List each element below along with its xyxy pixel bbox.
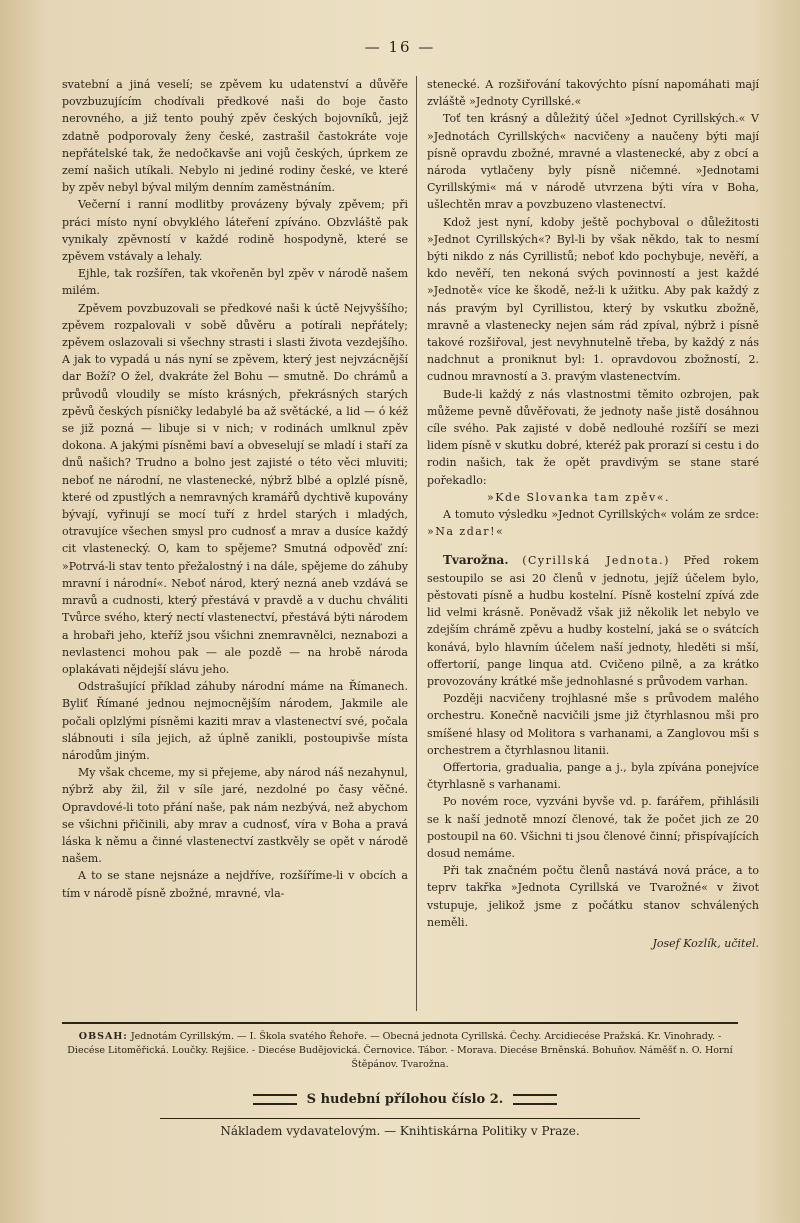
right-column <box>427 76 759 952</box>
report-paragraph: Později nacvičeny trojhlasné mše s průvodem malého orchestru. Konečně nacvičili jsme již čtyrhlasnou mši pro smíšené hlasy od Molitora s varhanami, a Zanglovou mši s orchestrem a čtyrhlasnou litanii. <box>427 692 759 757</box>
report-text: Před rokem sestoupilo se asi 20 členů v jednotu, jejíž účelem bylo, pěstovati písně a hudbu kostelní. Písně kostelní zpívá zde lid velmi krásně. Poněvadž však již několik let nebylo ve zdejším chrámě zpěvu a hudby kostelní, jaká se o svátcích konává, bylo hlavním účelem naší jednoty, hleděti si mší, offertorií, pange linqua atd. Cvičeno pilně, a za krátko provozovány krátké mše jednohlasné s průvodem varhan. <box>427 554 759 688</box>
report-paragraph: Offertoria, gradualia, pange a j., byla zpívána ponejvíce čtyrhlasně s varhanami. <box>427 760 759 792</box>
column-divider <box>416 76 417 1011</box>
article-paragraph: Kdož jest nyní, kdoby ještě pochyboval o důležitosti »Jednot Cyrillských«? Byl-li by však někdo, tak to nesmí býti nikdo z nás Cyrillistů; neboť kdo pochybuje, nevěří, a kdo nevěří, ten nekoná svých povinností a jest každé »Jednotě« více ke škodě, než-li k užitku. Aby pak každý z nás pravým byl Cyrillistou, který by vskutku zbožně, mravně a vlastenecky nejen sám rád zpíval, nýbrž i písně takové rozšiřoval, jest nevyhnutelně třeba, by každý z nás nadchnut a proniknut byl: 1. opravdovou zbožností, 2. cudnou mravností a 3. pravým vlastenectvím. <box>427 215 759 384</box>
decorative-bars <box>513 1094 557 1105</box>
decorative-bars <box>253 1094 297 1105</box>
article-paragraph: Odstrašující příklad záhuby národní máme na Římanech. Byliť Římané jednou nejmocnějším národem, Jakmile ale počali oplzlými písněmi kaziti mrav a vlastenectví své, počala slábnouti i síla jejich, až úplně zanikli, postoupivše místa národům jiným. <box>62 680 408 762</box>
signature: Josef Kozlík, učitel. <box>652 936 759 950</box>
left-column <box>62 76 408 902</box>
article-continuation: stenecké. A rozšiřování takovýchto písní napomáhati mají zvláště »Jednoty Cyrillské.« <box>427 78 759 109</box>
table-of-contents <box>62 1030 738 1072</box>
closing-shout: »Na zdar!« <box>427 525 505 539</box>
footer-rule <box>160 1118 640 1119</box>
article-paragraph: svatební a jiná veselí; se zpěvem ku udatenství a důvěře povzbuzujícím chodívali předkové naši do boje často nerovného, a již tento pouhý zpěv českých bojovníků, jejž zdatně podporovaly ženy české, zastrašil častokráte voje nepřátelské tak, že nedočkavše ani vojů českých, úprkem ze zemí našich utíkali. Nebylo ni jediné rodiny české, ve které by zpěv nebyl býval milým denním zaměstnáním. <box>62 78 408 195</box>
section-heading: Tvarožna. <box>443 553 509 568</box>
supplement-text: S hudební přílohou číslo 2. <box>306 1091 504 1107</box>
section-subheading: (Cyrillská Jednota.) <box>522 554 670 568</box>
report-paragraph: Při tak značném počtu členů nastává nová práce, a to teprv takřka »Jednota Cyrillská ve Tvarožné« v život vstupuje, jelikož jsme z počátku stanov schválených neměli. <box>427 864 759 929</box>
article-paragraph: Zpěvem povzbuzovali se předkové naši k úctě Nejvyššího; zpěvem rozpalovali v sobě důvěru a potírali nepřátely; zpěvem oslazovali si všechny strasti i slasti života vezdejšího. A jak to vypadá u nás nyní se zpěvem, který jest nejvzácnější dar Boží? O žel, dvakráte žel Bohu — smutně. Do chrámů a průvodů vloudily se místo krásných, překrásných starých zpěvů českých písničky ledabylé ba až světácké, a lid — ó kéž se již pozná — libuje si v nich; v rodinách umlknul zpěv dokona. A jakými písněmi baví a obveselují se mladí i staří za dnů našich? Trudno a bolno jest zajisté o této věci mluviti; neboť ne národní, ne vlastenecké, nýbrž blbé a oplzlé písně, které od zpustlých a nemravných kramářů dychtivě kupovány bývají, vyřinují se mocí tuří z hrdel starých i mladých, otravujíce všechen smysl pro cudnosť a mrav a dusíce každý cit vlastenecký. O, kam to spějeme? Smutná odpověď zní: »Potrvá-li stav tento přežalostný i na dále, spějeme do záhuby mravní i národní«. Neboť národ, který nezná aneb vzdává se mravů a cudnosti, který přestává v pravdě a v duchu chváliti Tvůrce svého, který nectí vlastenectví, přestává býti národem a hrobaři jeho, kteříž jsou všichni znemravnělci, neznabozi a nevlastenci mohou pak — ale pozdě — na hrobě národa oplakávati nějdejší slávu jeho. <box>62 301 408 676</box>
article-paragraph: Večerní i ranní modlitby provázeny bývaly zpěvem; při práci místo nyní obvyklého láteření zpíváno. Obzvláště pak vynikaly zpěvností v každé rodině hospodyně, které se zpěvem vstávaly a lehaly. <box>62 198 408 264</box>
contents-rule <box>62 1022 738 1024</box>
contents-label: OBSAH: <box>78 1031 128 1042</box>
article-paragraph: Ejhle, tak rozšířen, tak vkořeněn byl zpěv v národě našem milém. <box>62 267 408 298</box>
article-closing <box>427 506 759 540</box>
proverb: »Kde Slovanka tam zpěv«. <box>487 490 670 504</box>
publisher-line: Nákladem vydavatelovým. — Knihtiskárna Politiky v Praze. <box>220 1124 580 1138</box>
page-number: — 16 — <box>364 38 436 56</box>
article-paragraph: A to se stane nejsnáze a nejdříve, rozšíříme-li v obcích a tím v národě písně zbožné, mravné, vla- <box>62 869 408 900</box>
article-paragraph: My však chceme, my si přejeme, aby národ náš nezahynul, nýbrž aby žil, žil v síle jaré, nezdolné po časy věčné. Opravdové-li toto přání naše, pak nám nezbývá, než abychom se všichni přičinili, aby mrav a cudnosť, víra v Boha a pravá láska k němu a činné vlastenectví zastkvěly se opět v národě našem. <box>62 766 408 866</box>
contents-text: Jednotám Cyrillským. — I. Škola svatého Řehoře. — Obecná jednota Cyrillská. Čechy. Arcidiecése Pražská. Kr. Vinohrady. - Diecése Litoměřická. Loučky. Rejšice. - Diecése Budějovická. Černovice. Tábor. - Morava. Diecése Brněnská. Bohuňov. Náměšť n. O. Horní Štěpánov. Tvarožna. <box>67 1031 733 1070</box>
closing-text: A tomuto výsledku »Jednot Cyrillských« volám ze srdce: <box>443 508 759 522</box>
article-paragraph: Toť ten krásný a důležitý účel »Jednot Cyrillských.« V »Jednotách Cyrillských« nacvičeny a naučeny býti mají písně opravdu zbožné, mravné a vlastenecké, aby z obcí a národa vytlačeny byly písně ničemné. »Jednotami Cyrillskými« má v národě utvrzena býti víra v Boha, ušlechtěn mrav a povzbuzeno vlastenectví. <box>427 112 759 212</box>
article-paragraph: Bude-li každý z nás vlastnostmi těmito ozbrojen, pak můžeme pevně důvěřovati, že jednoty naše jistě dosáhnou cíle svého. Pak zajisté v době nedlouhé rozšíří se mezi lidem písně v skutku dobré, kteréž pak prorazí si cestu i do rodin našich, tak že opět pravdivým se stane staré pořekadlo: <box>427 387 759 487</box>
report-paragraph <box>427 552 759 690</box>
supplement-banner <box>240 1086 570 1112</box>
report-paragraph: Po novém roce, vyzváni byvše vd. p. farářem, přihlásili se k naší jednotě mnozí členové, tak že počet jich ze 20 postoupil na 60. Všichni ti jsou členové činní; přispívajících dosud nemáme. <box>427 795 759 860</box>
